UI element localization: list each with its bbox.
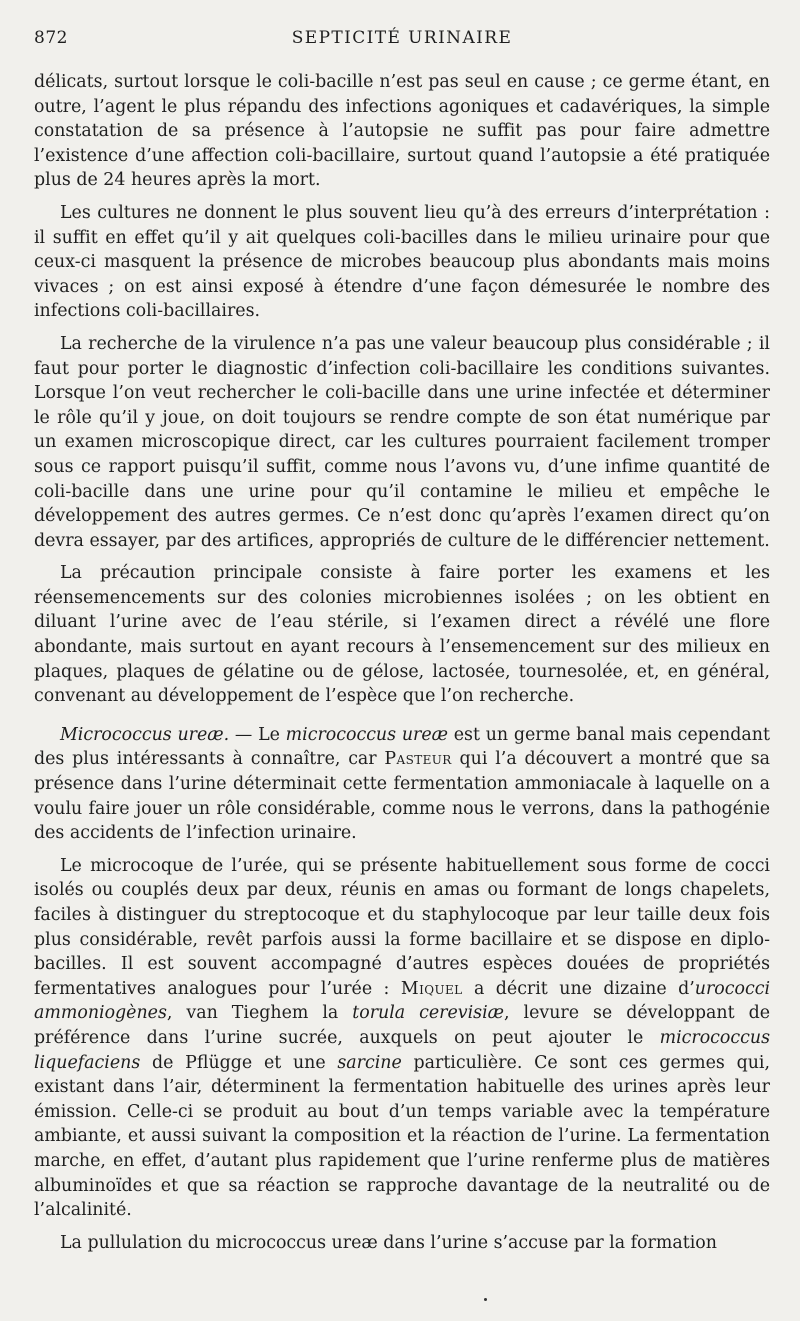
paragraph-microcoque <box>34 854 770 1223</box>
paragraph-precaution: La précaution principale consiste à faire porter les examens et les réensemencements sur des colonies microbiennes isolées ; on les obtient en diluant l’urine avec de l’eau stérile, si l’examen direct a révélé une flore abondante, mais surtout en ayant recours à l’ensemencement sur des milieux en plaques, plaques de gélatine ou de gélose, lactosée, tournesolée, et, en général, convenant au développement de l’espèce que l’on recherche. <box>34 563 770 707</box>
text-run: est un germe banal mais cependant des plus intéressants à connaître, car <box>34 724 770 770</box>
body-text <box>34 70 770 1255</box>
term-italic: sarcine <box>337 1052 402 1073</box>
text-run: Le microcoque de l’urée, qui se présente habituellement sous forme de cocci isolés ou couplés deux par deux, réunis en amas ou formant de longs chapelets, faciles à distinguer du streptocoque et du staphylocoque par leur taille deux fois plus considérable, revêt parfois aussi la forme bacillaire et se dispose en diplo-bacilles. Il est souvent accompagné d’autres espèces douées de propriétés fermentatives analogues pour l’urée : <box>34 855 770 999</box>
paragraph-virulence: La recherche de la virulence n’a pas une valeur beaucoup plus considérable ; il faut pour porter le diagnostic d’infection coli-bacillaire les conditions suivantes. Lorsque l’on veut rechercher le coli-bacille dans une urine infectée et déterminer le rôle qu’il y joue, on doit toujours se rendre compte de son état numérique par un examen microscopique direct, car les cultures pourraient facilement tromper sous ce rapport puisqu’il suffit, comme nous l’avons vu, d’une infime quantité de coli-bacille dans une urine pour qu’il contamine le milieu et empêche le développement des autres germes. Ce n’est donc qu’après l’examen direct qu’on devra essayer, par des artifices, appropriés de culture de le différencier nettement. <box>34 333 770 551</box>
term-italic: micrococcus liquefaciens <box>34 1027 770 1073</box>
text-run: — Le <box>229 724 286 745</box>
author-name: Miquel <box>400 978 463 999</box>
paragraph-continued: délicats, surtout lorsque le coli-bacille n’est pas seul en cause ; ce germe étant, en outre, l’agent le plus répandu des infections agoniques et cadavériques, la simple constatation de sa présence à l’autopsie ne suffit pas pour faire admettre l’existence d’une affection coli-bacillaire, surtout quand l’autopsie a été pratiquée plus de 24 heures après la mort. <box>34 72 770 191</box>
author-name: Pasteur <box>384 749 452 770</box>
paragraph-pullulation: La pullulation du micrococcus ureæ dans l’urine s’accuse par la formation <box>60 1232 717 1253</box>
term-italic: torula cerevisiæ <box>352 1003 505 1024</box>
term-italic: micrococcus ureæ <box>285 724 448 745</box>
paragraph-cultures: Les cultures ne donnent le plus souvent lieu qu’à des erreurs d’interprétation : il suffit en effet qu’il y ait quelques coli-bacilles dans le milieu urinaire pour que ceux-ci masquent la présence de microbes beaucoup plus abondants mais moins vivaces ; on est ainsi exposé à étendre d’une façon démesurée le nombre des infections coli-bacillaires. <box>34 202 770 322</box>
text-run: de Pflügge et une <box>140 1052 338 1073</box>
running-title: SEPTICITÉ URINAIRE <box>291 28 513 48</box>
text-run: a décrit une dizaine d’ <box>462 978 695 999</box>
paragraph-micrococcus-ureae <box>34 723 770 846</box>
text-run: qui l’a découvert a montré que sa présence dans l’urine déterminait cette fermentation ammoniacale à laquelle on a voulu faire jouer un rôle considérable, comme nous le verrons, dans la pathogénie des accidents de l’infection urinaire. <box>34 749 771 844</box>
signature-mark <box>484 1298 487 1301</box>
text-run: , van Tieghem la <box>166 1003 353 1024</box>
text-run: , levure se développant de préférence dans l’urine sucrée, auxquels on peut ajouter le <box>34 1003 770 1048</box>
text-run: particulière. Ce sont ces germes qui, existant dans l’air, déterminent la fermentation habituelle des urines après leur émission. Celle-ci se produit au bout d’un temps variable avec la température ambiante, et aussi suivant la composition et la réaction de l’urine. La fermentation marche, en effet, d’autant plus rapidement que l’urine renferme plus de matières albuminoïdes et que sa réaction se rapproche davantage de la neutralité ou de l’alcalinité. <box>34 1052 770 1221</box>
section-heading: Micrococcus ureæ. <box>60 724 230 745</box>
page-number: 872 <box>34 28 68 48</box>
term-italic: urococci ammoniogènes <box>34 978 771 1024</box>
running-head <box>34 24 770 54</box>
